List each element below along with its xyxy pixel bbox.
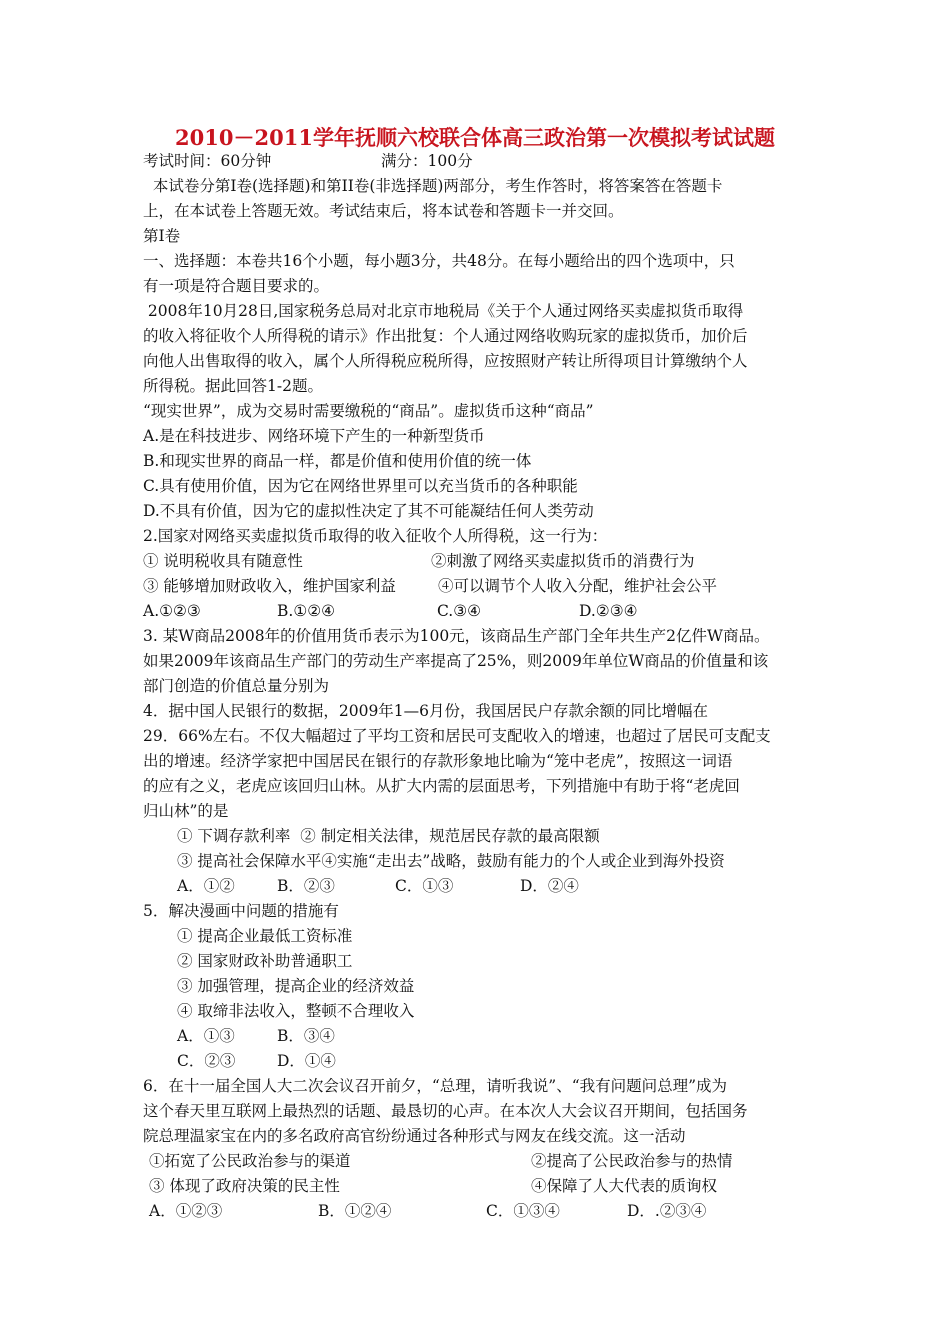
question-5-item: ② 国家财政补助普通职工: [177, 952, 353, 970]
material-line: 的收入将征收个人所得税的请示》作出批复：个人通过网络收购玩家的虚拟货币，加价后: [143, 327, 748, 345]
question-4-line: 归山林”的是: [143, 802, 229, 820]
question-3-line: 如果2009年该商品生产部门的劳动生产率提高了25%，则2009年单位W商品的价值量和该: [143, 652, 769, 670]
material-line: 向他人出售取得的收入，属个人所得税应税所得，应按照财产转让所得项目计算缴纳个人: [143, 352, 748, 370]
question-6-item: ①拓宽了公民政治参与的渠道: [149, 1152, 351, 1170]
page-title: 2010－2011学年抚顺六校联合体高三政治第一次模拟考试试题: [175, 125, 775, 150]
question-4-choice-d: D．②④: [520, 877, 579, 895]
question-6-line: 院总理温家宝在内的多名政府高官纷纷通过各种形式与网友在线交流。这一活动: [143, 1127, 686, 1145]
question-1-option-b: B.和现实世界的商品一样，都是价值和使用价值的统一体: [143, 452, 532, 470]
question-5-item: ③ 加强管理，提高企业的经济效益: [177, 977, 415, 995]
section-heading: 一、选择题：本卷共16个小题，每小题3分，共48分。在每小题给出的四个选项中，只: [143, 252, 735, 270]
material-line: 2008年10月28日,国家税务总局对北京市地税局《关于个人通过网络买卖虚拟货币取得: [143, 302, 744, 320]
question-2-choice-c: C.③④: [437, 602, 482, 620]
question-6-choice-d: D．.②③④: [627, 1202, 707, 1220]
question-3-line: 3. 某W商品2008年的价值用货币表示为100元，该商品生产部门全年共生产2亿件W商品。: [143, 627, 770, 645]
question-1-option-d: D.不具有价值，因为它的虚拟性决定了其不可能凝结任何人类劳动: [143, 502, 594, 520]
question-1-option-a: A.是在科技进步、网络环境下产生的一种新型货币: [143, 427, 485, 445]
question-2-choice-d: D.②③④: [579, 602, 638, 620]
question-6-choice-c: C．①③④: [486, 1202, 560, 1220]
material-line: 所得税。据此回答1-2题。: [143, 377, 323, 395]
question-6-choice-b: B．①②④: [318, 1202, 392, 1220]
question-5-choice-c: C．②③: [177, 1052, 236, 1070]
question-3-line: 部门创造的价值总量分别为: [143, 677, 330, 695]
question-6-choice-a: A．①②③: [149, 1202, 223, 1220]
question-2-choice-a: A.①②③: [143, 602, 201, 620]
question-6-item: ③ 体现了政府决策的民主性: [149, 1177, 340, 1195]
question-1-option-c: C.具有使用价值，因为它在网络世界里可以充当货币的各种职能: [143, 477, 578, 495]
intro-line: 上，在本试卷上答题无效。考试结束后，将本试卷和答题卡一并交回。: [143, 202, 624, 220]
question-4-line: 29．66%左右。不仅大幅超过了平均工资和居民可支配收入的增速，也超过了居民可支配支: [143, 727, 771, 745]
question-5-item: ① 提高企业最低工资标准: [177, 927, 353, 945]
question-4-choice-c: C．①③: [395, 877, 454, 895]
question-4-line: 4．据中国人民银行的数据，2009年1—6月份，我国居民户存款余额的同比增幅在: [143, 702, 709, 720]
section-heading: 有一项是符合题目要求的。: [143, 277, 330, 295]
question-6-line: 这个春天里互联网上最热烈的话题、最恳切的心声。在本次人大会议召开期间，包括国务: [143, 1102, 748, 1120]
question-2-item: ① 说明税收具有随意性: [143, 552, 303, 570]
question-5-choice-b: B．③④: [277, 1027, 335, 1045]
exam-time: 考试时间：60分钟: [143, 152, 272, 170]
question-5-item: ④ 取缔非法收入，整顿不合理收入: [177, 1002, 415, 1020]
question-5-stem: 5．解决漫画中问题的措施有: [143, 902, 339, 920]
question-2-item: ④可以调节个人收入分配，维护社会公平: [438, 577, 718, 595]
question-4-choice-a: A．①②: [177, 877, 235, 895]
question-2-item: ③ 能够增加财政收入，维护国家利益: [143, 577, 396, 595]
question-4-item: ③ 提高社会保障水平④实施“走出去”战略，鼓励有能力的个人或企业到海外投资: [177, 852, 725, 870]
intro-line: 本试卷分第Ⅰ卷(选择题)和第II卷(非选择题)两部分，考生作答时，将答案答在答题卡: [143, 177, 723, 195]
question-4-line: 出的增速。经济学家把中国居民在银行的存款形象地比喻为“笼中老虎”，按照这一词语: [143, 752, 733, 770]
question-5-choice-d: D．①④: [277, 1052, 336, 1070]
full-score: 满分：100分: [381, 152, 473, 170]
question-2-stem: 2.国家对网络买卖虚拟货币取得的收入征收个人所得税，这一行为：: [143, 527, 608, 545]
question-6-item: ②提高了公民政治参与的热情: [531, 1152, 733, 1170]
question-6-item: ④保障了人大代表的质询权: [531, 1177, 718, 1195]
question-1-stem: “现实世界”，成为交易时需要缴税的“商品”。虚拟货币这种“商品”: [143, 402, 594, 420]
question-2-choice-b: B.①②④: [277, 602, 336, 620]
question-4-item: ① 下调存款利率 ② 制定相关法律，规范居民存款的最高限额: [177, 827, 600, 845]
question-6-line: 6．在十一届全国人大二次会议召开前夕，“总理，请听我说”、“我有问题问总理”成为: [143, 1077, 728, 1095]
volume-heading: 第Ⅰ卷: [143, 227, 181, 245]
question-5-choice-a: A．①③: [177, 1027, 235, 1045]
question-2-item: ②刺激了网络买卖虚拟货币的消费行为: [431, 552, 695, 570]
question-4-line: 的应有之义，老虎应该回归山林。从扩大内需的层面思考，下列措施中有助于将“老虎回: [143, 777, 740, 795]
question-4-choice-b: B．②③: [277, 877, 335, 895]
